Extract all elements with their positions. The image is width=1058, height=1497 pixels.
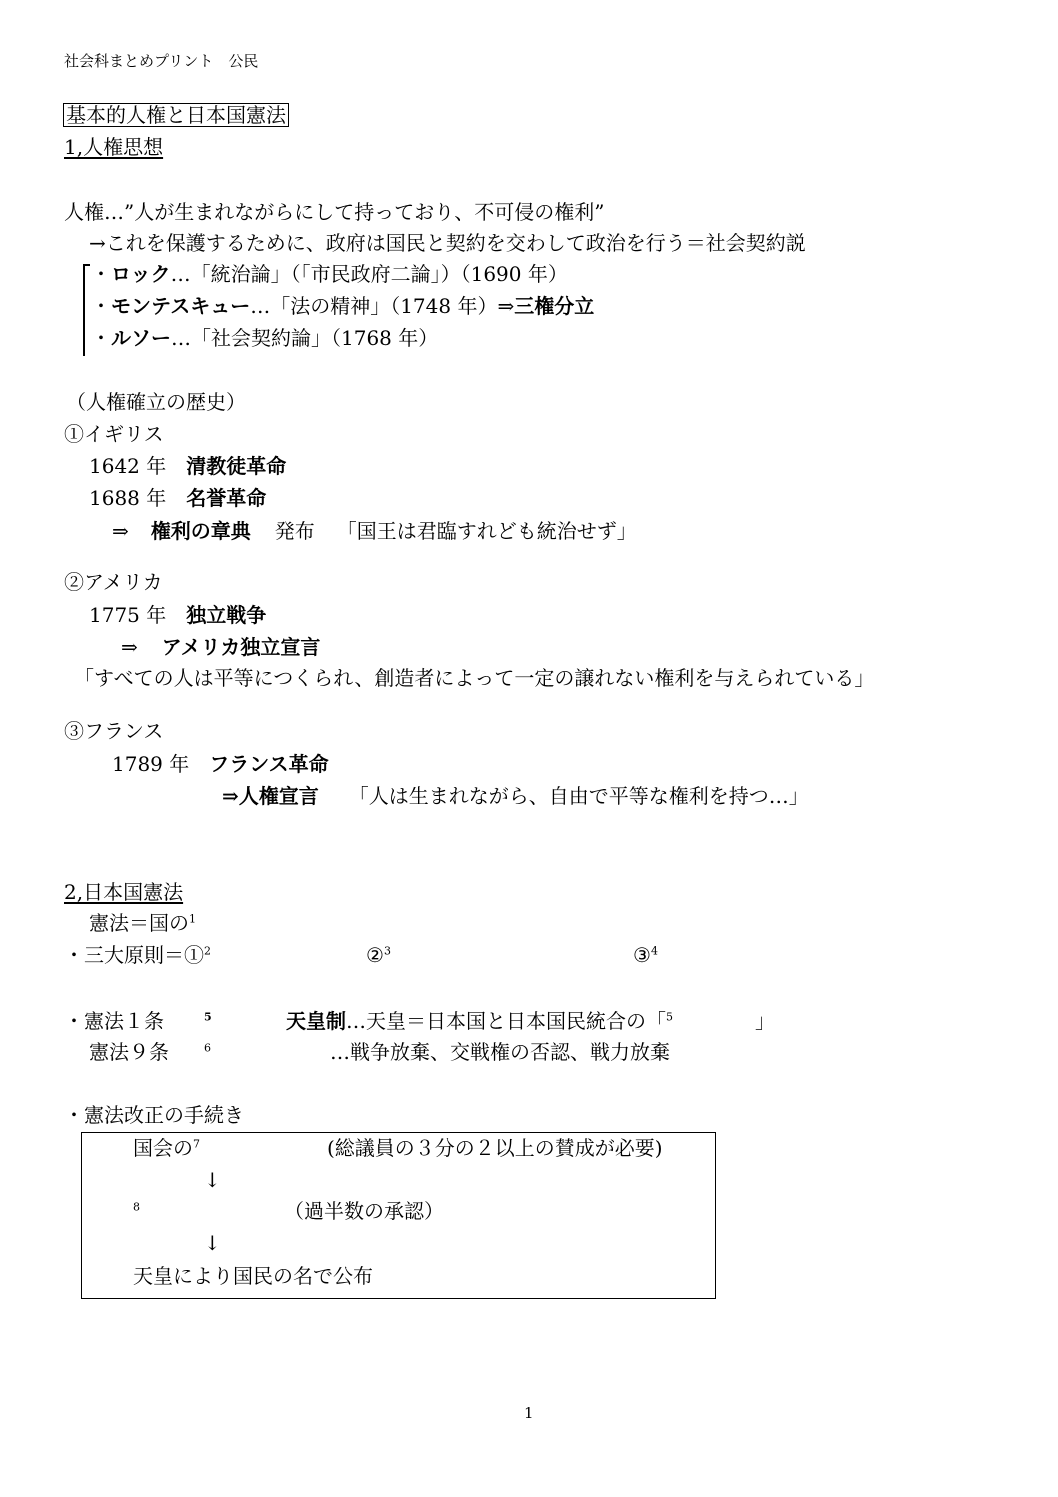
article-9-label: 憲法９条 <box>89 1040 169 1064</box>
thinkers-bracket <box>83 264 85 356</box>
section2-heading: 2,日本国憲法 <box>64 880 184 904</box>
blank-1-number: 1 <box>189 912 196 926</box>
three-principles-label: ・三大原則＝①$^2$ <box>64 943 211 967</box>
england-event-1: 1642 年 清教徒革命 <box>89 454 287 478</box>
thinker-locke: ・ロック…「統治論」（「市民政府二論」）（1690 年） <box>91 262 568 286</box>
america-label: ②アメリカ <box>64 570 163 594</box>
bill-of-rights-line: ⇒ 権利の章典 発布 「国王は君臨すれども統治せず」 <box>112 519 637 543</box>
france-label: ③フランス <box>64 719 164 743</box>
blank-4-number: 4 <box>650 944 658 958</box>
france-event: 1789 年 フランス革命 <box>112 752 329 776</box>
principle-3: ③$^4$ <box>633 943 658 967</box>
section1-heading: 1,人権思想 <box>64 135 164 159</box>
step-2-blank: 8 <box>133 1200 140 1214</box>
principle-2: ②$^3$ <box>366 943 391 967</box>
america-quote: 「すべての人は平等につくられ、創造者によって一定の譲れない権利を与えられている」 <box>74 666 875 690</box>
step-1-note: (総議員の３分の２以上の賛成が必要) <box>327 1136 663 1160</box>
article-9-text: …戦争放棄、交戦権の否認、戦力放棄 <box>330 1040 670 1064</box>
amendment-heading: ・憲法改正の手続き <box>64 1103 244 1127</box>
print-header: 社会科まとめプリント 公民 <box>64 52 259 70</box>
unit-title: 基本的人権と日本国憲法 <box>63 103 289 127</box>
england-event-2: 1688 年 名誉革命 <box>89 486 267 510</box>
social-contract-line: →これを保護するために、政府は国民と契約を交わして政治を行う＝社会契約説 <box>89 231 806 255</box>
thinkers-bracket-top <box>83 264 90 266</box>
england-label: ①イギリス <box>64 422 164 446</box>
emperor-system-line: 天皇制…天皇＝日本国と日本国民統合の「$^5$ 」 <box>286 1009 775 1033</box>
blank-3-number: 3 <box>383 944 391 958</box>
thinker-montesquieu: ・モンテスキュー…「法の精神」（1748 年）⇒三権分立 <box>91 294 595 318</box>
article-1-blank: 5 <box>204 1010 212 1024</box>
article-9-blank: 6 <box>204 1041 211 1055</box>
america-event: 1775 年 独立戦争 <box>89 603 267 627</box>
article-1-label: ・憲法１条 <box>64 1009 164 1033</box>
step-1-diet: 国会の$^7$ <box>133 1136 200 1160</box>
page-number: 1 <box>524 1404 534 1422</box>
declaration-of-rights-line: ⇒人権宣言 「人は生まれながら、自由で平等な権利を持つ…」 <box>222 784 809 808</box>
declaration-of-independence-line: ⇒ アメリカ独立宣言 <box>121 635 321 659</box>
down-arrow-2: ↓ <box>204 1231 221 1255</box>
step-3-promulgation: 天皇により国民の名で公布 <box>133 1264 373 1288</box>
human-rights-definition: 人権…”人が生まれながらにして持っており、不可侵の権利” <box>64 200 605 224</box>
history-heading: （人権確立の歴史） <box>66 390 246 414</box>
step-2-note: （過半数の承認） <box>284 1199 444 1223</box>
blank-2-number: 2 <box>204 944 211 958</box>
constitution-definition: 憲法＝国の$^1$ <box>89 911 196 935</box>
down-arrow-1: ↓ <box>204 1168 221 1192</box>
thinker-rousseau: ・ルソー…「社会契約論」（1768 年） <box>91 326 439 350</box>
